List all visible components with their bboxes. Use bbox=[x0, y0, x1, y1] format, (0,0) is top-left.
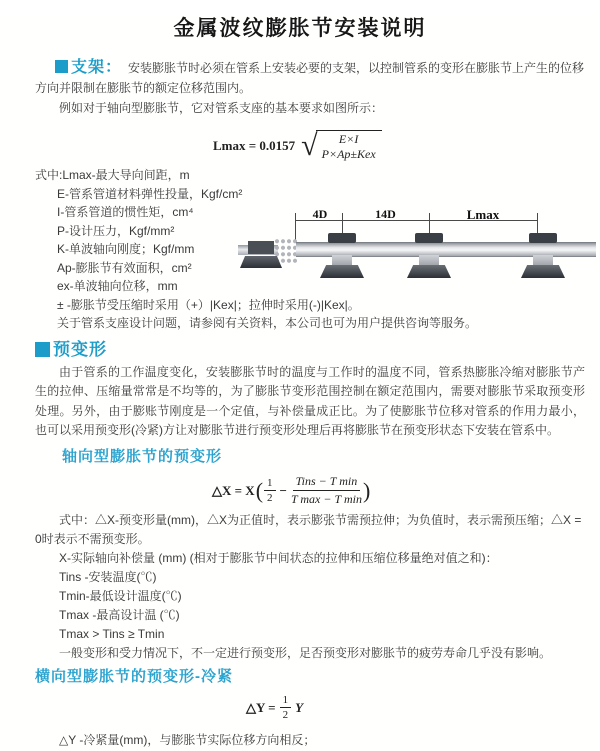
lmax-formula bbox=[213, 128, 600, 164]
support-clamp bbox=[529, 233, 557, 243]
definition-line: K-单波轴向刚度；Kgf/mm bbox=[57, 242, 195, 256]
document-page bbox=[0, 14, 600, 751]
note-line: Tins -安装温度(℃) bbox=[59, 569, 157, 584]
formula-lhs: △X = X bbox=[212, 482, 255, 498]
support-paragraph bbox=[35, 58, 585, 98]
section-bullet-icon bbox=[55, 60, 68, 73]
guide-support bbox=[320, 233, 364, 279]
definition-line: 关于管系支座设计问题，请参阅有关资料，本公司也可为用户提供咨询等服务。 bbox=[57, 316, 478, 330]
half-fraction bbox=[280, 694, 292, 721]
definition-line: I-管系管道的惯性矩，cm⁴ bbox=[57, 205, 194, 219]
anchor-clamp bbox=[248, 241, 274, 254]
minus-operator: − bbox=[279, 482, 287, 498]
anchor-base bbox=[240, 256, 282, 268]
definition-line: ± -膨胀节受压缩时采用（+）|Kex|；拉伸时采用(-)|Kex|。 bbox=[57, 297, 360, 312]
support-intro-text: 安装膨胀节时必须在管系上安装必要的支架，以控制管系的变形在膨胀节上产生的位移方向并限制在膨胀节的额定位移范围内。 bbox=[35, 61, 585, 95]
guide-support bbox=[407, 233, 451, 279]
lateral-subheading: 横向型膨胀节的预变形-冷紧 bbox=[35, 667, 233, 685]
formula-rhs: Y bbox=[295, 699, 304, 715]
fraction-numerator: 1 bbox=[264, 477, 276, 491]
support-base bbox=[320, 265, 364, 278]
support-saddle bbox=[332, 255, 352, 266]
guide-support bbox=[521, 233, 565, 279]
formula-denominator: P×Ap±Kex bbox=[321, 147, 376, 161]
axial-formula bbox=[212, 475, 600, 507]
anchor-support bbox=[240, 237, 282, 279]
support-clamp bbox=[415, 233, 443, 243]
definition-line: Ap-膨胀节有效面积，cm² bbox=[57, 260, 192, 275]
definition-line: ex-单波轴向位移，mm bbox=[57, 279, 178, 293]
support-base bbox=[521, 265, 565, 278]
support-clamp bbox=[328, 233, 356, 243]
half-fraction bbox=[264, 477, 276, 504]
dim-label-4d: 4D bbox=[312, 207, 328, 221]
support-saddle bbox=[419, 255, 439, 266]
support-example-line: 例如对于轴向型膨胀节，它对管系支座的基本要求如图所示： bbox=[59, 101, 384, 115]
formula-numerator: E×I bbox=[338, 132, 359, 146]
page-title: 金属波纹膨胀节安装说明 bbox=[173, 17, 427, 40]
support-saddle bbox=[533, 255, 553, 266]
formula-fraction bbox=[316, 130, 382, 162]
definition-line: E-管系管道材料弹性投量，Kgf/cm² bbox=[57, 186, 243, 201]
section-bullet-icon bbox=[35, 342, 50, 357]
fraction-denominator: T max − T min bbox=[290, 492, 362, 506]
support-base bbox=[407, 265, 451, 278]
formula-lhs: △Y = bbox=[246, 699, 276, 715]
note-line: Tmax > Tins ≥ Tmin bbox=[59, 626, 165, 641]
predeform-section-heading bbox=[35, 339, 600, 361]
open-paren: ( bbox=[255, 477, 264, 503]
close-paren: ) bbox=[362, 477, 371, 503]
fraction-numerator: Tins − T min bbox=[293, 474, 361, 491]
note-line: 一般变形和受力情况下，不一定进行预变形，足否预变形对膨胀节的疲劳寿命几乎没有影响。 bbox=[59, 645, 552, 660]
lateral-note: △Y -冷紧量(mm)，与膨胀节实际位移方向相反； bbox=[59, 732, 316, 747]
predeform-heading-text: 预变形 bbox=[53, 339, 107, 359]
pipe-support-diagram bbox=[238, 207, 598, 285]
definition-line: 式中:Lmax-最大导向间距，m bbox=[35, 168, 190, 182]
predeform-paragraph: 由于管系的工作温度变化，安装膨胀节时的温度与工作时的温度不同，管系热膨胀冷缩对膨胀节产生的拉伸、压缩量常常是不均等的，为了膨胀节变形范围控制在额定范围内，需要对膨胀节采取预变形处理。另外，由于膨账节刚度是一个定值，与补偿量成正比。为了使膨胀节位移对管系的作用力最小，也可以采用预变形(冷紧)方让对膨胀节进行预变形处理后再将膨胀节在预变形状态下安装在管系中。 bbox=[35, 364, 585, 437]
fraction-denominator: 2 bbox=[282, 709, 289, 721]
fraction-numerator: 1 bbox=[280, 694, 292, 708]
note-line: 式中：△X-预变形量(mm)，△X为正值时，表示膨张节需预拉伸；为负值时，表示需预压缩；△X = 0时表示不需预变形。 bbox=[35, 512, 582, 546]
fraction-denominator: 2 bbox=[267, 492, 273, 504]
axial-notes-list bbox=[35, 511, 585, 663]
support-section-heading: 支架： bbox=[71, 59, 123, 76]
dim-label-14d: 14D bbox=[375, 207, 396, 221]
note-line: Tmax -最高设计温 (℃) bbox=[59, 607, 180, 622]
lateral-formula bbox=[246, 693, 600, 723]
note-line: X-实际轴向补偿量 (mm) (相对于膨胀节中间状态的拉伸和压缩位移量绝对值之和)： bbox=[59, 550, 498, 565]
axial-subheading: 轴向型膨胀节的预变形 bbox=[62, 447, 223, 465]
radical-sign-icon: √ bbox=[301, 129, 318, 162]
dim-label-lmax: Lmax bbox=[466, 207, 500, 222]
note-line: Tmin-最低设计温度(℃) bbox=[59, 588, 182, 603]
definition-line: P-设计压力，Kgf/mm² bbox=[57, 223, 175, 238]
formula-lhs: Lmax = 0.0157 bbox=[213, 138, 296, 153]
temperature-fraction bbox=[291, 474, 362, 507]
